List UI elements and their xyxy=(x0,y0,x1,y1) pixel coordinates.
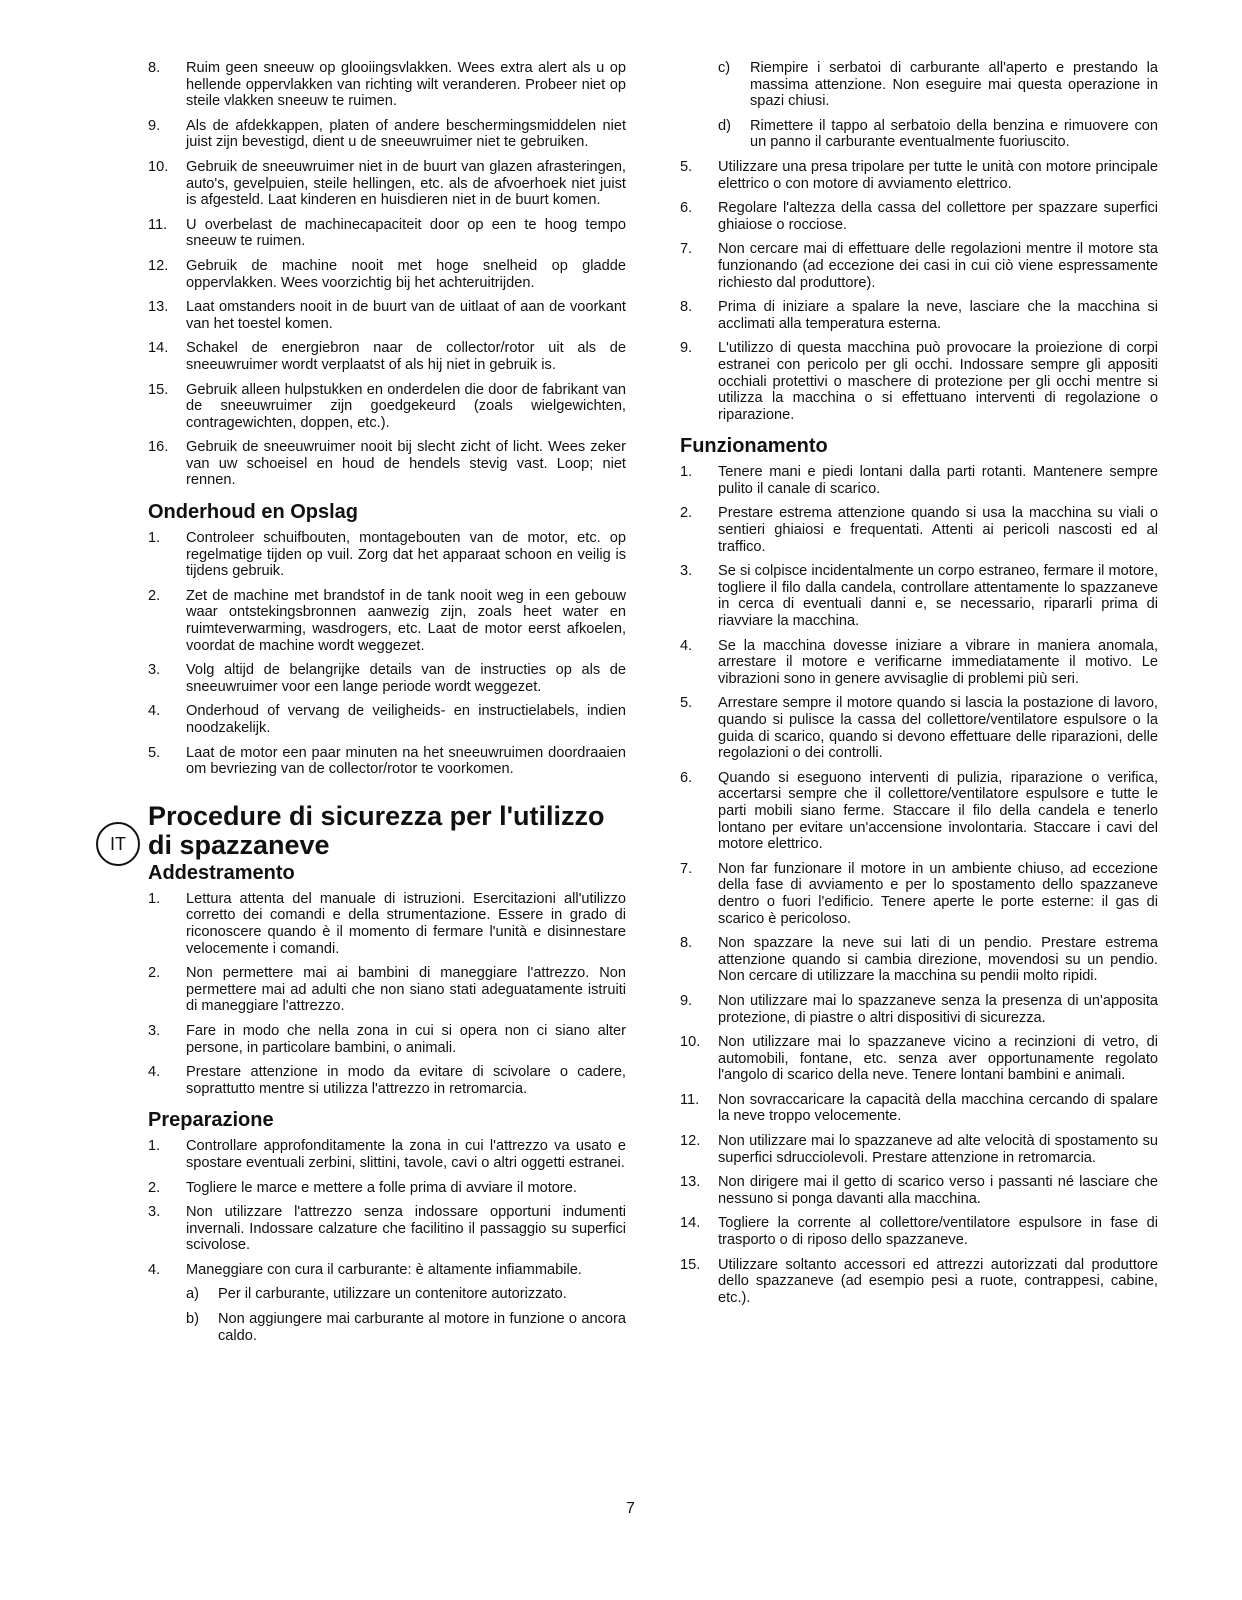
list-item xyxy=(680,118,1158,151)
list-item-number: 2. xyxy=(148,587,161,604)
list-item xyxy=(148,1311,626,1344)
list-item-number: 3. xyxy=(148,662,161,679)
list-item-text: Gebruik de sneeuwruimer niet in de buurt van glazen afrasteringen, auto's, gevelpuien, steile hellingen, etc. als de afvoerhoek niet juist is afgesteld. Laat kinderen en huisdieren niet in de buurt komen. xyxy=(186,158,626,209)
list-item-number: 12. xyxy=(148,257,169,274)
list-item-number: 9. xyxy=(148,117,161,134)
list-item xyxy=(148,965,626,1015)
list-item xyxy=(680,1257,1158,1307)
list-item-number: 8. xyxy=(680,935,693,952)
list-item xyxy=(148,703,626,736)
list-item-number: 8. xyxy=(680,299,693,316)
list-item-text: Gebruik de sneeuwruimer nooit bij slecht zicht of licht. Wees zeker van uw schoeisel en houd de hendels stevig vast. Loop; niet rennen. xyxy=(186,439,626,489)
list-item xyxy=(148,662,626,695)
list-item xyxy=(680,1215,1158,1248)
preparazione-list xyxy=(148,1138,626,1278)
list-item-text: Utilizzare soltanto accessori ed attrezzi autorizzati dal produttore dello spazzaneve (ad esempio pesi a ruote, contrappesi, cabine, etc.). xyxy=(718,1256,1158,1306)
list-item-text: Laat de motor een paar minuten na het sneeuwruimen doordraaien om bevriezing van de collector/rotor te voorkomen. xyxy=(186,744,626,778)
list-item xyxy=(148,1064,626,1097)
list-item-text: Non utilizzare mai lo spazzaneve ad alte velocità di spostamento su superfici sdrucciolevoli. Prestare attenzione in retromarcia. xyxy=(718,1133,1158,1166)
list-item-number: 11. xyxy=(148,216,168,233)
list-item-text: Onderhoud of vervang de veiligheids- en instructielabels, indien noodzakelijk. xyxy=(186,703,626,736)
list-item-text: Prestare estrema attenzione quando si usa la macchina su viali o sentieri ghiaiosi e frequentati. Attenti ai pericoli nascosti ed al traffico. xyxy=(718,505,1158,555)
list-item-text: Se si colpisce incidentalmente un corpo estraneo, fermare il motore, togliere il filo dalla candela, controllare attentamente lo spazzaneve in cerca di eventuali danni e, se necessario, ripararli prima di riavviare la macchina. xyxy=(718,563,1158,630)
list-item-text: Ruim geen sneeuw op glooiingsvlakken. Wees extra alert als u op hellende oppervlakken van richting wilt veranderen. Probeer niet op steile vlakken sneeuw te ruimen. xyxy=(186,60,626,110)
list-item-text: L'utilizzo di questa macchina può provocare la proiezione di corpi estranei con pericolo per gli occhi. Indossare sempre gli appositi occhiali protettivi o maschere di protezione per gli occhi mentre si utilizza la macchina o si effettuano interventi di regolazione o riparazione. xyxy=(718,340,1158,423)
list-item xyxy=(680,638,1158,688)
list-item-number: 4. xyxy=(148,1064,161,1081)
list-item xyxy=(148,1180,626,1197)
list-item-text: Non dirigere mai il getto di scarico verso i passanti né lasciare che nessuno si ponga davanti alla macchina. xyxy=(718,1174,1158,1207)
list-item-number: 3. xyxy=(148,1022,161,1039)
list-item-number: 9. xyxy=(680,340,693,357)
list-item-number: 4. xyxy=(680,637,693,654)
left-column xyxy=(110,60,626,1352)
list-item-number: 2. xyxy=(148,965,161,982)
onderhoud-list xyxy=(148,530,626,778)
list-item-text: Fare in modo che nella zona in cui si opera non ci siano alter persone, in particolare bambini, o animali. xyxy=(186,1022,626,1056)
funzionamento-list xyxy=(680,464,1158,1306)
list-item-number: 6. xyxy=(680,769,693,786)
list-item xyxy=(148,60,626,110)
list-item-text: Utilizzare una presa tripolare per tutte le unità con motore principale elettrico o con motore di avviamento elettrico. xyxy=(718,158,1158,192)
list-item-text: Tenere mani e piedi lontani dalla parti rotanti. Mantenere sempre pulito il canale di scarico. xyxy=(718,464,1158,497)
list-item-number: 13. xyxy=(148,299,169,316)
list-item-number: 15. xyxy=(148,381,169,398)
preparazione-sublist xyxy=(148,1286,626,1344)
list-item xyxy=(680,159,1158,192)
list-item-text: Controleer schuifbouten, montagebouten van de motor, etc. op regelmatige tijden op vuil. Zorg dat het apparaat schoon en veilig is tijdens gebruik. xyxy=(186,530,626,580)
section-title-funzionamento: Funzionamento xyxy=(680,435,828,458)
list-item xyxy=(680,505,1158,555)
list-item-text: Gebruik de machine nooit met hoge snelheid op gladde oppervlakken. Wees voorzichtig bij het achteruitrijden. xyxy=(186,257,626,291)
list-item xyxy=(680,299,1158,332)
list-item-number: 3. xyxy=(148,1204,161,1221)
list-item xyxy=(148,340,626,373)
list-item-number: 12. xyxy=(680,1133,701,1150)
list-item-text: Non far funzionare il motore in un ambiente chiuso, ad eccezione della fase di avviamento e per lo spostamento dello spazzaneve dentro o fuori l'edificio. Tenere aperte le porte esterne: il gas di scarico è pericoloso. xyxy=(718,860,1158,927)
list-item xyxy=(680,770,1158,853)
list-item-number: 15. xyxy=(680,1256,701,1273)
list-item xyxy=(148,530,626,580)
list-item-number: 10. xyxy=(680,1034,701,1051)
language-badge-it: IT xyxy=(96,822,140,866)
list-item-number: 2. xyxy=(148,1179,161,1196)
list-item-text: Regolare l'altezza della cassa del collettore per spazzare superfici ghiaiose o rocciose. xyxy=(718,200,1158,233)
list-item-text: Maneggiare con cura il carburante: è altamente infiammabile. xyxy=(186,1261,582,1278)
list-item-number: a) xyxy=(186,1286,199,1303)
list-item-text: Non sovraccaricare la capacità della macchina cercando di spalare la neve troppo velocemente. xyxy=(718,1091,1158,1125)
list-item-text: Volg altijd de belangrijke details van de instructies op als de sneeuwruimer voor een lange periode wordt weggezet. xyxy=(186,662,626,695)
list-item-number: 5. xyxy=(680,158,693,175)
list-item xyxy=(680,200,1158,233)
list-item xyxy=(148,382,626,432)
main-title: Procedure di sicurezza per l'utilizzo di spazzaneve xyxy=(148,800,605,860)
list-item-text: Arrestare sempre il motore quando si lascia la postazione di lavoro, quando si pulisce la cassa del collettore/ventilatore espulsore o la guida di scarico, quando si devono effettuare delle riparazioni, delle regolazioni o dei controlli. xyxy=(718,695,1158,762)
list-item xyxy=(148,439,626,489)
list-item-number: 8. xyxy=(148,60,161,76)
list-item xyxy=(680,1174,1158,1207)
list-item-text: Laat omstanders nooit in de buurt van de uitlaat of aan de voorkant van het toestel komen. xyxy=(186,299,626,332)
nl-safety-list xyxy=(148,60,626,489)
list-item-text: Non utilizzare l'attrezzo senza indossare opportuni indumenti invernali. Indossare calzature che facilitino il passaggio su superfici scivolose. xyxy=(186,1204,626,1254)
list-item-number: 11. xyxy=(680,1091,700,1108)
list-item xyxy=(680,993,1158,1026)
list-item-number: 7. xyxy=(680,860,693,877)
list-item xyxy=(148,118,626,151)
list-item xyxy=(148,745,626,778)
list-item-number: 13. xyxy=(680,1174,701,1191)
list-item-number: 2. xyxy=(680,505,693,522)
list-item-number: 9. xyxy=(680,992,693,1009)
list-item-number: 14. xyxy=(680,1215,701,1232)
list-item xyxy=(680,1034,1158,1084)
list-item-text: U overbelast de machinecapaciteit door op een te hoog tempo sneeuw te ruimen. xyxy=(186,216,626,250)
list-item xyxy=(680,464,1158,497)
list-item-text: Non utilizzare mai lo spazzaneve vicino a recinzioni di vetro, di automobili, fontane, etc. senza aver opportunamente regolato l'angolo di scarico della neve. Tenere lontani bambini e animali. xyxy=(718,1034,1158,1084)
list-item-number: c) xyxy=(718,60,731,76)
list-item xyxy=(148,1023,626,1056)
list-item xyxy=(148,1262,626,1279)
list-item-text: Se la macchina dovesse iniziare a vibrare in maniera anomala, arrestare il motore e verificarne immediatamente il motivo. Le vibrazioni sono in genere avvisaglie di problemi più seri. xyxy=(718,637,1158,687)
italian-section-header xyxy=(96,802,626,860)
list-item xyxy=(680,60,1158,110)
list-item xyxy=(148,299,626,332)
list-item xyxy=(148,1286,626,1303)
list-item-number: d) xyxy=(718,117,731,134)
list-item-text: Gebruik alleen hulpstukken en onderdelen die door de fabrikant van de sneeuwruimer zijn goedgekeurd (zoals wielgewichten, contragewichten, doppen, etc.). xyxy=(186,381,626,431)
list-item xyxy=(148,1138,626,1171)
list-item xyxy=(148,891,626,957)
list-item-text: Non spazzare la neve sui lati di un pendio. Prestare estrema attenzione quando si cambia direzione, movendosi su un pendio. Non cercare di utilizzare la macchina su pendii molto ripidi. xyxy=(718,935,1158,985)
list-item-text: Rimettere il tappo al serbatoio della benzina e rimuovere con un panno il carburante eventualmente fuoriuscito. xyxy=(750,117,1158,151)
list-item xyxy=(680,695,1158,761)
list-item xyxy=(680,563,1158,629)
list-item-number: 6. xyxy=(680,200,693,217)
list-item-number: 1. xyxy=(680,464,693,481)
list-item-text: Quando si eseguono interventi di pulizia, riparazione o verifica, accertarsi sempre che il collettore/ventilatore espulsore e tutte le parti mobili siano ferme. Staccare il filo della candela e tenerlo lontano per evitare un'accensione involontaria. Staccare i cavi del motore elettrico. xyxy=(718,769,1158,853)
list-item-number: 4. xyxy=(148,1261,161,1278)
list-item-number: b) xyxy=(186,1311,199,1328)
list-item-number: 16. xyxy=(148,439,169,456)
section-title-preparazione: Preparazione xyxy=(148,1109,274,1132)
list-item xyxy=(680,1092,1158,1125)
list-item-text: Togliere la corrente al collettore/ventilatore espulsore in fase di trasporto o di riposo dello spazzaneve. xyxy=(718,1215,1158,1249)
list-item-number: 1. xyxy=(148,890,161,907)
section-title-onderhoud: Onderhoud en Opslag xyxy=(148,501,359,524)
list-item-text: Prestare attenzione in modo da evitare di scivolare o cadere, soprattutto mentre si utilizza l'attrezzo in retromarcia. xyxy=(186,1064,626,1097)
list-item-number: 10. xyxy=(148,158,169,175)
page-number: 7 xyxy=(626,1500,635,1517)
list-item-number: 5. xyxy=(680,695,693,712)
list-item-text: Non cercare mai di effettuare delle regolazioni mentre il motore sta funzionando (ad eccezione dei casi in cui ciò viene espressamente richiesto dal produttore). xyxy=(718,241,1158,291)
list-item xyxy=(680,340,1158,423)
list-item-number: 7. xyxy=(680,241,693,258)
list-item-text: Schakel de energiebron naar de collector/rotor uit als de sneeuwruimer wordt verplaatst of als hij niet in gebruik is. xyxy=(186,340,626,373)
addestramento-list xyxy=(148,891,626,1098)
list-item-text: Non aggiungere mai carburante al motore in funzione o ancora caldo. xyxy=(218,1311,626,1344)
list-item-number: 14. xyxy=(148,340,169,357)
list-item xyxy=(148,258,626,291)
list-item-text: Als de afdekkappen, platen of andere beschermingsmiddelen niet juist zijn bevestigd, dient u de sneeuwruimer niet te gebruiken. xyxy=(186,117,626,151)
list-item xyxy=(680,1133,1158,1166)
list-item-text: Riempire i serbatoi di carburante all'aperto e prestando la massima attenzione. Non eseguire mai questa operazione in spazi chiusi. xyxy=(750,60,1158,110)
list-item-number: 1. xyxy=(148,1138,161,1155)
list-item-text: Non utilizzare mai lo spazzaneve senza la presenza di un'apposita protezione, di piastre o altri dispositivi di sicurezza. xyxy=(718,992,1158,1026)
list-item-text: Togliere le marce e mettere a folle prima di avviare il motore. xyxy=(186,1179,577,1196)
preparazione-sublist-cont xyxy=(680,60,1158,151)
list-item-number: 3. xyxy=(680,563,693,580)
preparazione-list-cont xyxy=(680,159,1158,423)
list-item-number: 5. xyxy=(148,744,161,761)
list-item xyxy=(680,241,1158,291)
list-item-text: Controllare approfonditamente la zona in cui l'attrezzo va usato e spostare eventuali zerbini, slittini, tavole, cavi o altri oggetti estranei. xyxy=(186,1138,626,1171)
section-title-addestramento: Addestramento xyxy=(148,861,295,884)
list-item-text: Non permettere mai ai bambini di maneggiare l'attrezzo. Non permettere mai ad adulti che non siano stati adeguatamente istruiti di maneggiare l'attrezzo. xyxy=(186,965,626,1015)
list-item-text: Lettura attenta del manuale di istruzioni. Esercitazioni all'utilizzo corretto dei comandi e della strumentazione. Essere in grado di riconoscere quando è il momento di fermare l'unità e disinnestare velocemente i comandi. xyxy=(186,890,626,957)
list-item xyxy=(680,861,1158,927)
right-column xyxy=(680,60,1158,1314)
list-item-text: Prima di iniziare a spalare la neve, lasciare che la macchina si acclimati alla temperatura esterna. xyxy=(718,299,1158,332)
list-item-number: 4. xyxy=(148,703,161,720)
list-item xyxy=(148,1204,626,1254)
list-item-number: 1. xyxy=(148,530,161,547)
list-item xyxy=(680,935,1158,985)
list-item xyxy=(148,217,626,250)
list-item xyxy=(148,159,626,209)
list-item-text: Per il carburante, utilizzare un contenitore autorizzato. xyxy=(218,1286,567,1303)
list-item xyxy=(148,588,626,654)
list-item-text: Zet de machine met brandstof in de tank nooit weg in een gebouw waar ontstekingsbronnen aanwezig zijn, zoals heet water en ruimteverwarming, wasdrogers, etc. Laat de motor eerst afkoelen, voordat de machine wordt weggezet. xyxy=(186,587,626,654)
